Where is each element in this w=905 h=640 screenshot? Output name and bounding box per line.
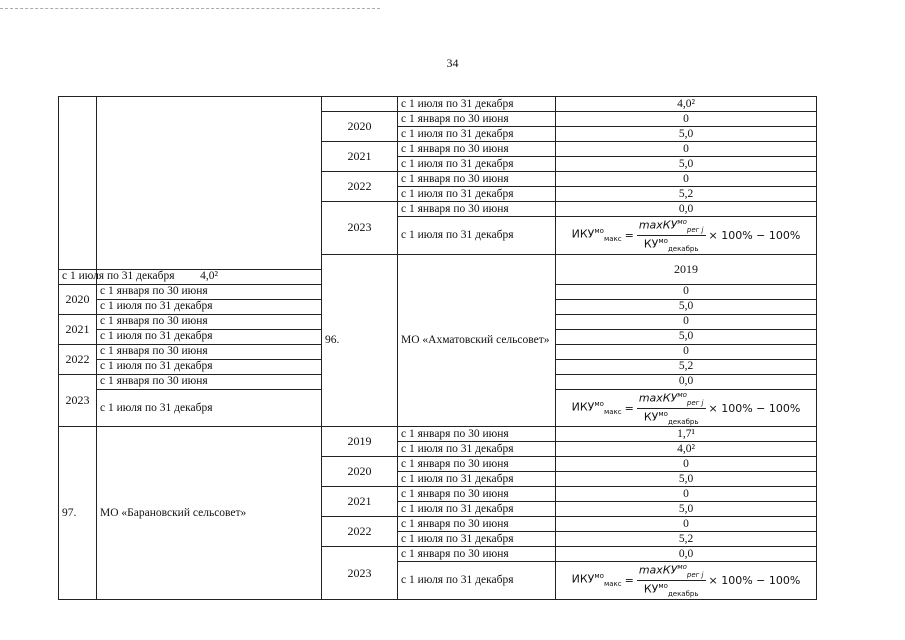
formula-cell	[556, 389, 817, 427]
year-cell: 2021	[59, 314, 97, 344]
municipality-name	[97, 97, 322, 270]
value-cell: 4,0²	[556, 442, 817, 457]
year-cell: 2022	[322, 517, 398, 547]
period-cell: с 1 января по 30 июня	[398, 487, 556, 502]
value-cell: 5,2	[556, 532, 817, 547]
municipality-name: МО «Барановский сельсовет»	[97, 427, 322, 600]
year-cell: 2019	[556, 254, 817, 284]
period-cell: с 1 июля по 31 декабря	[398, 127, 556, 142]
value-cell: 0	[556, 142, 817, 157]
table-row	[59, 427, 817, 442]
value-cell: 0	[556, 112, 817, 127]
tariff-table	[58, 96, 817, 600]
municipality-name: МО «Ахматовский сельсовет»	[398, 254, 556, 427]
period-cell: с 1 января по 30 июня	[398, 427, 556, 442]
value-cell: 0	[556, 487, 817, 502]
row-number: 96.	[322, 254, 398, 427]
value-cell: 0	[556, 517, 817, 532]
period-cell: с 1 июля по 31 декабря	[398, 562, 556, 600]
value-cell: 0	[556, 314, 817, 329]
formula-cell	[556, 217, 817, 255]
period-cell: с 1 января по 30 июня	[398, 202, 556, 217]
value-cell: 5,0	[556, 299, 817, 314]
value-cell: 4,0²	[556, 97, 817, 112]
value-cell: 5,2	[556, 187, 817, 202]
year-cell: 2021	[322, 487, 398, 517]
period-cell: с 1 июля по 31 декабря	[398, 502, 556, 517]
value-cell: 5,0	[556, 329, 817, 344]
value-cell: 0,0	[556, 202, 817, 217]
year-cell: 2023	[59, 374, 97, 427]
period-cell: с 1 июля по 31 декабря	[398, 472, 556, 487]
value-cell: 5,2	[556, 359, 817, 374]
period-cell: с 1 января по 30 июня	[97, 374, 322, 389]
period-cell: с 1 января по 30 июня	[398, 112, 556, 127]
period-cell: с 1 января по 30 июня	[97, 284, 322, 299]
period-cell: с 1 января по 30 июня	[398, 142, 556, 157]
period-cell: с 1 января по 30 июня	[398, 457, 556, 472]
period-cell: с 1 июля по 31 декабря	[398, 442, 556, 457]
year-cell: 2023	[322, 202, 398, 255]
value-cell: 5,0	[556, 472, 817, 487]
period-cell: с 1 июля по 31 декабря	[97, 329, 322, 344]
year-cell: 2022	[322, 172, 398, 202]
page-number: 34	[446, 56, 459, 70]
value-cell: 5,0	[556, 127, 817, 142]
value-cell: 5,0	[556, 502, 817, 517]
period-cell: с 1 июля по 31 декабря	[97, 359, 322, 374]
formula: $ИКУ^{мо}_{макс}$ = $\frac{\max КУ^{мо}_{рег j}}{КУ^{мо}_{декабрь}}$ × 100% − 100%	[571, 563, 801, 599]
period-cell: с 1 июля по 31 декабря	[398, 157, 556, 172]
value-cell: 0,0	[556, 547, 817, 562]
value-cell: 4,0²	[97, 269, 322, 284]
period-cell: с 1 января по 30 июня	[97, 344, 322, 359]
period-cell: с 1 июля по 31 декабря	[398, 217, 556, 255]
top-dashed-rule	[0, 8, 380, 9]
row-number: 97.	[59, 427, 97, 600]
row-number	[59, 97, 97, 270]
period-cell: с 1 июля по 31 декабря	[59, 269, 97, 284]
formula: $ИКУ^{мо}_{макс}$ = $\frac{\max КУ^{мо}_{рег j}}{КУ^{мо}_{декабрь}}$ × 100% − 100%	[571, 390, 801, 426]
year-cell: 2019	[322, 427, 398, 457]
table-row	[59, 97, 817, 112]
value-cell: 0	[556, 284, 817, 299]
year-cell: 2020	[59, 284, 97, 314]
formula: $ИКУ^{мо}_{макс}$ = $\frac{\max КУ^{мо}_{рег j}}{КУ^{мо}_{декабрь}}$ × 100% − 100%	[571, 218, 801, 253]
period-cell: с 1 января по 30 июня	[398, 172, 556, 187]
value-cell: 0	[556, 172, 817, 187]
value-cell: 0	[556, 344, 817, 359]
year-cell: 2021	[322, 142, 398, 172]
period-cell: с 1 июля по 31 декабря	[97, 389, 322, 427]
value-cell: 0,0	[556, 374, 817, 389]
value-cell: 5,0	[556, 157, 817, 172]
period-cell: с 1 января по 30 июня	[398, 547, 556, 562]
year-cell: 2023	[322, 547, 398, 600]
year-cell: 2022	[59, 344, 97, 374]
value-cell: 0	[556, 457, 817, 472]
period-cell: с 1 января по 30 июня	[398, 517, 556, 532]
period-cell: с 1 июля по 31 декабря	[97, 299, 322, 314]
year-cell: 2020	[322, 457, 398, 487]
value-cell: 1,7¹	[556, 427, 817, 442]
period-cell: с 1 июля по 31 декабря	[398, 187, 556, 202]
period-cell: с 1 января по 30 июня	[97, 314, 322, 329]
period-cell: с 1 июля по 31 декабря	[398, 532, 556, 547]
period-cell: с 1 июля по 31 декабря	[398, 97, 556, 112]
formula-cell	[556, 562, 817, 600]
year-cell: 2020	[322, 112, 398, 142]
year-cell	[322, 97, 398, 112]
